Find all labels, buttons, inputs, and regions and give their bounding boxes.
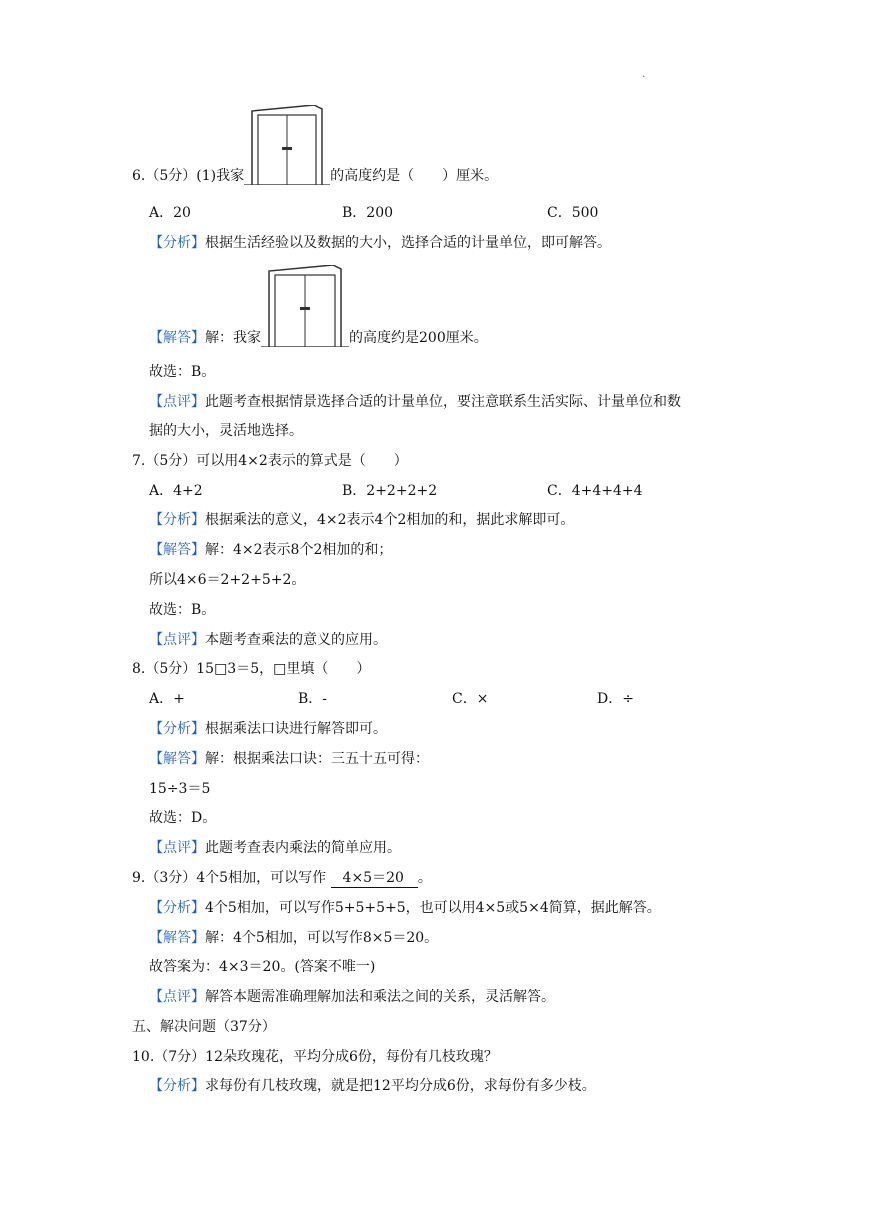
q8-stem: 8.（5分）15□3＝5，□里填（ ） [132,661,371,677]
comment-text: 解答本题需准确理解加法和乘法之间的关系，灵活解答。 [205,989,555,1005]
analysis-tag: 【分析】 [149,900,205,916]
analysis-tag: 【分析】 [149,721,205,737]
analysis-text: 根据生活经验以及数据的大小，选择合适的计量单位，即可解答。 [205,235,611,251]
comment-tag: 【点评】 [149,632,205,648]
analysis-text: 根据乘法口诀进行解答即可。 [205,721,387,737]
answer-text-pre: 解：我家 [205,330,261,346]
comment-text: 本题考查乘法的意义的应用。 [205,632,387,648]
q9-stem-pre: 9.（3分）4个5相加，可以写作 [132,870,327,886]
q10-stem: 10.（7分）12朵玫瑰花，平均分成6份，每份有几枝玫瑰？ [132,1049,498,1065]
q6-option-a: A．20 [149,205,191,221]
q8-option-d: D．÷ [597,691,634,707]
answer-tag: 【解答】 [149,542,205,558]
q6-option-c: C．500 [547,205,599,221]
q7-comment [149,631,387,649]
analysis-tag: 【分析】 [149,235,205,251]
q9-stem [132,869,432,888]
q8-option-b: B．- [298,691,328,707]
q9-stem-post: 。 [417,870,432,886]
q6-stem [132,105,498,185]
q10-analysis [149,1077,596,1095]
q6-comment-cont: 据的大小，灵活地选择。 [149,423,303,439]
page-dot: · [642,72,646,83]
q9-answer [149,929,438,947]
q6-option-b: B．200 [342,205,394,221]
q6-analysis [149,234,611,252]
q7-answer-line2: 所以4×6＝2+2+5+2。 [149,572,306,588]
q8-option-a: A．+ [149,691,185,707]
q7-option-c: C．4+4+4+4 [547,483,643,499]
q8-answer [149,750,429,768]
comment-tag: 【点评】 [149,394,205,410]
q8-option-c: C．× [452,691,489,707]
door-image [244,105,330,185]
analysis-text: 4个5相加，可以写作5+5+5+5，也可以用4×5或5×4简算，据此解答。 [205,900,661,916]
analysis-text: 求每份有几枝玫瑰，就是把12平均分成6份，求每份有多少枝。 [205,1078,596,1094]
q6-answer [149,265,488,347]
q7-option-a: A．4+2 [149,483,203,499]
q7-answer [149,541,392,559]
q6-stem-post: 的高度约是（ ）厘米。 [330,168,499,184]
answer-text: 解：4×2表示8个2相加的和； [205,542,393,558]
answer-text: 解：4个5相加，可以写作8×5＝20。 [205,930,439,946]
analysis-tag: 【分析】 [149,512,205,528]
comment-tag: 【点评】 [149,989,205,1005]
answer-text: 解：根据乘法口诀：三五十五可得： [205,751,429,767]
q7-choose: 故选：B。 [149,602,216,618]
q7-option-b: B．2+2+2+2 [342,483,438,499]
answer-text-post: 的高度约是200厘米。 [349,330,488,346]
analysis-text: 根据乘法的意义，4×2表示4个2相加的和，据此求解即可。 [205,512,575,528]
section-heading: 五、解决问题（37分） [132,1019,276,1035]
q9-answer-blank: 4×5＝20 [331,869,418,888]
q7-stem: 7.（5分）可以用4×2表示的算式是（ ） [132,453,408,469]
q8-answer-line2: 15÷3＝5 [149,781,211,797]
q9-analysis [149,899,661,917]
q7-analysis [149,511,574,529]
answer-tag: 【解答】 [149,930,205,946]
comment-text: 此题考查根据情景选择合适的计量单位，要注意联系生活实际、计量单位和数 [205,394,681,410]
comment-tag: 【点评】 [149,840,205,856]
q6-stem-pre: 6.（5分）(1)我家 [132,168,245,184]
q8-choose: 故选：D。 [149,810,217,826]
q9-comment [149,988,555,1006]
answer-tag: 【解答】 [149,751,205,767]
answer-tag: 【解答】 [149,330,205,346]
comment-text: 此题考查表内乘法的简单应用。 [205,840,401,856]
q9-answer-line2: 故答案为：4×3＝20。(答案不唯一) [149,959,376,975]
door-image [261,265,349,347]
q8-comment [149,839,401,857]
q6-comment [149,393,681,411]
analysis-tag: 【分析】 [149,1078,205,1094]
q8-analysis [149,720,387,738]
q6-choose: 故选：B。 [149,364,216,380]
